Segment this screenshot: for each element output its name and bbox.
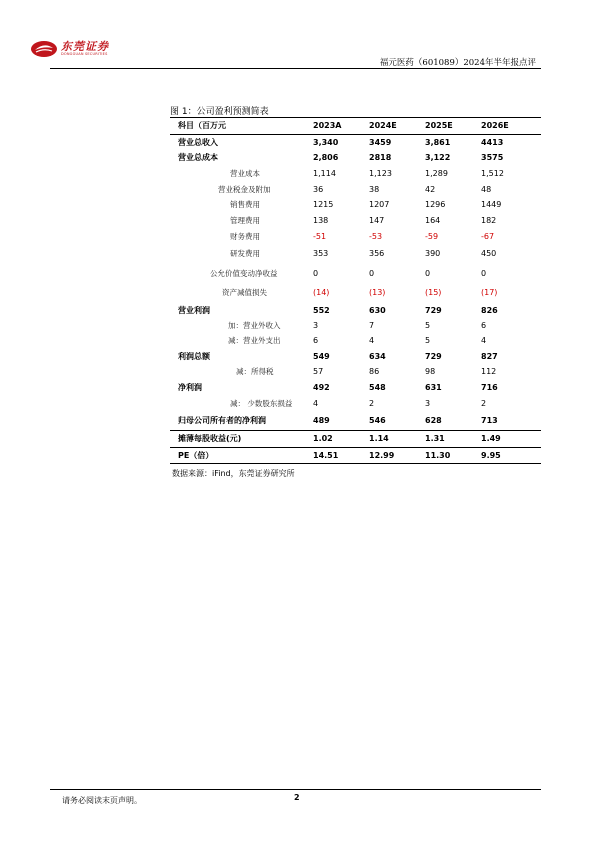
column-header-2023a: 2023A bbox=[313, 121, 342, 130]
page-number: 2 bbox=[294, 793, 300, 802]
row-label: 公允价值变动净收益 bbox=[210, 269, 278, 278]
table-row bbox=[170, 135, 541, 150]
row-value-cell: 630 bbox=[369, 306, 386, 315]
table-eps-rule bbox=[170, 430, 541, 431]
row-value-cell: 182 bbox=[481, 216, 497, 225]
row-value-cell: 353 bbox=[313, 249, 329, 258]
row-value-cell: -59 bbox=[425, 232, 439, 241]
row-value-cell: 0 bbox=[369, 269, 375, 278]
table-header-row bbox=[170, 118, 541, 133]
row-value-cell: 164 bbox=[425, 216, 441, 225]
report-title: 福元医药（601089）2024年半年报点评 bbox=[379, 58, 536, 68]
logo-mark-icon bbox=[30, 40, 58, 58]
table-row bbox=[170, 150, 541, 165]
logo-text-en: DONGGUAN SECURITIES bbox=[61, 52, 108, 57]
column-header-2024e: 2024E bbox=[369, 121, 397, 130]
table-row bbox=[170, 431, 541, 446]
row-value-cell: 390 bbox=[425, 249, 441, 258]
row-value-cell: 1207 bbox=[369, 200, 390, 209]
header-divider bbox=[50, 68, 541, 69]
row-label: 摊薄每股收益(元) bbox=[178, 434, 242, 443]
row-value-cell: 1215 bbox=[313, 200, 334, 209]
row-label: 营业成本 bbox=[230, 169, 260, 178]
row-label: 研发费用 bbox=[230, 249, 260, 258]
row-value-cell: 1.49 bbox=[481, 434, 501, 443]
logo-text-cn: 东莞证券 bbox=[61, 40, 109, 54]
table-row bbox=[170, 182, 541, 197]
row-value-cell: 112 bbox=[481, 367, 497, 376]
row-value-cell: 729 bbox=[425, 352, 442, 361]
row-value-cell: 549 bbox=[313, 352, 330, 361]
row-label: 销售费用 bbox=[230, 200, 260, 209]
row-value-cell: 14.51 bbox=[313, 451, 339, 460]
row-label: 管理费用 bbox=[230, 216, 260, 225]
table-pe-rule bbox=[170, 447, 541, 448]
table-row bbox=[170, 333, 541, 348]
row-label: 归母公司所有者的净利润 bbox=[178, 416, 266, 425]
row-value-cell: 729 bbox=[425, 306, 442, 315]
table-row bbox=[170, 413, 541, 428]
figure-title: 图 1：公司盈利预测简表 bbox=[170, 107, 269, 117]
row-label: 财务费用 bbox=[230, 232, 260, 241]
row-value-cell: 86 bbox=[369, 367, 380, 376]
row-value-cell: 2 bbox=[369, 399, 375, 408]
row-value-cell: 3575 bbox=[481, 153, 504, 162]
row-value-cell: 546 bbox=[369, 416, 386, 425]
row-label: 营业利润 bbox=[178, 306, 210, 315]
row-value-cell: 9.95 bbox=[481, 451, 501, 460]
row-value-cell: -67 bbox=[481, 232, 495, 241]
row-value-cell: 1.02 bbox=[313, 434, 333, 443]
row-value-cell: 4 bbox=[481, 336, 487, 345]
row-value-cell: 3 bbox=[425, 399, 431, 408]
table-row bbox=[170, 246, 541, 261]
row-label: 减：所得税 bbox=[236, 367, 274, 376]
row-value-cell: 827 bbox=[481, 352, 498, 361]
row-value-cell: -51 bbox=[313, 232, 327, 241]
row-value-cell: (15) bbox=[425, 288, 442, 297]
table-bottom-rule bbox=[170, 463, 541, 464]
row-value-cell: 3 bbox=[313, 321, 319, 330]
row-label: PE（倍） bbox=[178, 451, 214, 460]
row-label: 资产减值损失 bbox=[222, 288, 267, 297]
row-value-cell: 356 bbox=[369, 249, 385, 258]
row-label: 营业总收入 bbox=[178, 138, 218, 147]
row-value-cell: 42 bbox=[425, 185, 436, 194]
row-value-cell: 713 bbox=[481, 416, 498, 425]
table-row bbox=[170, 349, 541, 364]
row-value-cell: 2818 bbox=[369, 153, 392, 162]
row-label: 减：营业外支出 bbox=[228, 336, 281, 345]
row-value-cell: 1296 bbox=[425, 200, 446, 209]
row-value-cell: 6 bbox=[313, 336, 319, 345]
row-value-cell: 634 bbox=[369, 352, 386, 361]
column-header-2026e: 2026E bbox=[481, 121, 509, 130]
row-value-cell: 1,512 bbox=[481, 169, 504, 178]
row-value-cell: 147 bbox=[369, 216, 385, 225]
row-value-cell: 5 bbox=[425, 336, 431, 345]
row-value-cell: -53 bbox=[369, 232, 383, 241]
row-value-cell: (13) bbox=[369, 288, 386, 297]
row-value-cell: 3,340 bbox=[313, 138, 339, 147]
column-header-item: 科目（百万元 bbox=[178, 121, 226, 130]
row-value-cell: 11.30 bbox=[425, 451, 451, 460]
footer-divider bbox=[50, 789, 541, 790]
row-value-cell: 7 bbox=[369, 321, 375, 330]
row-value-cell: 5 bbox=[425, 321, 431, 330]
row-value-cell: 138 bbox=[313, 216, 329, 225]
table-row bbox=[170, 303, 541, 318]
row-label: 减： 少数股东损益 bbox=[230, 399, 293, 408]
table-row bbox=[170, 197, 541, 212]
row-value-cell: 3,122 bbox=[425, 153, 451, 162]
row-value-cell: 6 bbox=[481, 321, 487, 330]
row-value-cell: 3459 bbox=[369, 138, 392, 147]
row-value-cell: 98 bbox=[425, 367, 436, 376]
row-value-cell: 3,861 bbox=[425, 138, 451, 147]
row-value-cell: 826 bbox=[481, 306, 498, 315]
row-value-cell: 48 bbox=[481, 185, 492, 194]
row-value-cell: 57 bbox=[313, 367, 324, 376]
row-value-cell: (14) bbox=[313, 288, 330, 297]
row-value-cell: 0 bbox=[313, 269, 319, 278]
row-value-cell: 552 bbox=[313, 306, 330, 315]
table-row bbox=[170, 364, 541, 379]
row-value-cell: 489 bbox=[313, 416, 330, 425]
row-value-cell: 0 bbox=[481, 269, 487, 278]
table-row bbox=[170, 213, 541, 228]
row-label: 营业税金及附加 bbox=[218, 185, 271, 194]
column-header-2025e: 2025E bbox=[425, 121, 453, 130]
row-value-cell: (17) bbox=[481, 288, 498, 297]
table-row bbox=[170, 266, 541, 281]
row-label: 营业总成本 bbox=[178, 153, 218, 162]
row-value-cell: 492 bbox=[313, 383, 330, 392]
row-label: 净利润 bbox=[178, 383, 202, 392]
row-value-cell: 450 bbox=[481, 249, 497, 258]
row-label: 加：营业外收入 bbox=[228, 321, 281, 330]
row-value-cell: 2,806 bbox=[313, 153, 339, 162]
row-value-cell: 628 bbox=[425, 416, 442, 425]
row-value-cell: 12.99 bbox=[369, 451, 395, 460]
row-value-cell: 4 bbox=[369, 336, 375, 345]
row-value-cell: 2 bbox=[481, 399, 487, 408]
table-row bbox=[170, 448, 541, 463]
row-value-cell: 716 bbox=[481, 383, 498, 392]
table-row bbox=[170, 396, 541, 411]
table-row bbox=[170, 318, 541, 333]
row-value-cell: 548 bbox=[369, 383, 386, 392]
table-row bbox=[170, 285, 541, 300]
table-row bbox=[170, 229, 541, 244]
row-value-cell: 38 bbox=[369, 185, 380, 194]
row-value-cell: 0 bbox=[425, 269, 431, 278]
row-value-cell: 1449 bbox=[481, 200, 502, 209]
row-value-cell: 1,289 bbox=[425, 169, 448, 178]
table-row bbox=[170, 380, 541, 395]
row-value-cell: 4413 bbox=[481, 138, 504, 147]
company-logo bbox=[30, 40, 109, 58]
table-row bbox=[170, 166, 541, 181]
row-value-cell: 631 bbox=[425, 383, 442, 392]
data-source-note: 数据来源：iFind，东莞证券研究所 bbox=[172, 469, 295, 478]
row-value-cell: 4 bbox=[313, 399, 319, 408]
row-label: 利润总额 bbox=[178, 352, 210, 361]
row-value-cell: 1.14 bbox=[369, 434, 389, 443]
disclaimer-note: 请务必阅读末页声明。 bbox=[62, 796, 142, 805]
row-value-cell: 1,123 bbox=[369, 169, 392, 178]
row-value-cell: 1.31 bbox=[425, 434, 445, 443]
row-value-cell: 1,114 bbox=[313, 169, 336, 178]
row-value-cell: 36 bbox=[313, 185, 324, 194]
